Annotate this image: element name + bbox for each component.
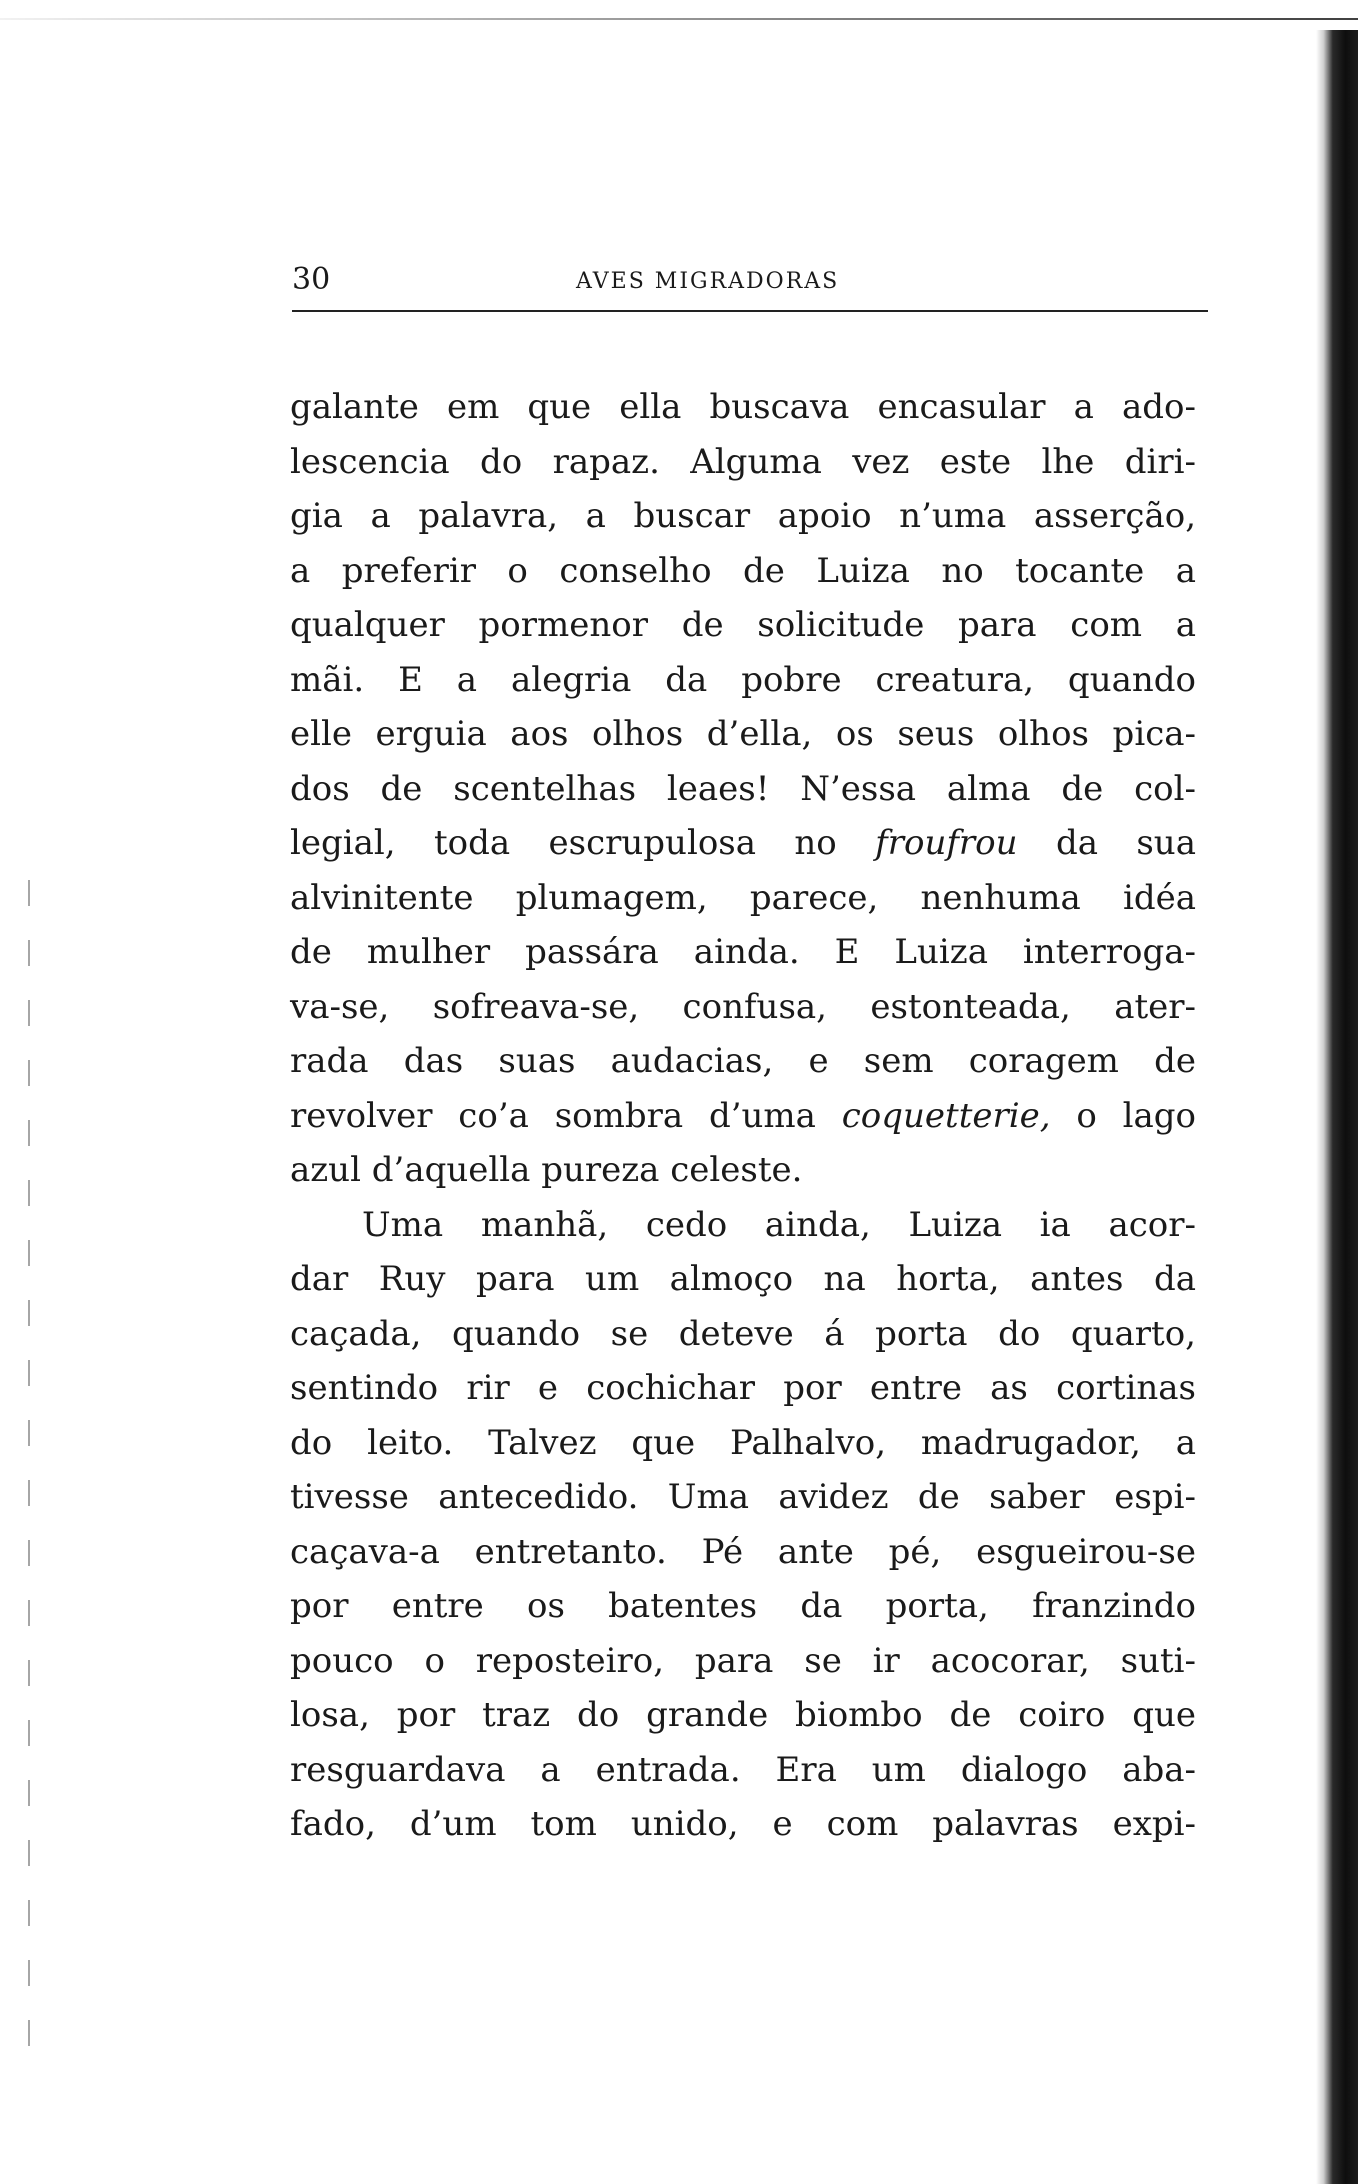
text-line: a preferir o conselho de Luiza no tocante a: [290, 550, 1196, 591]
text-line: revolver co’a sombra d’uma coquetterie, o lago: [290, 1095, 1196, 1136]
running-title: AVES MIGRADORAS: [576, 269, 840, 294]
text-line: resguardava a entrada. Era um dialogo aba-: [290, 1749, 1196, 1790]
text-line: losa, por traz do grande biombo de coiro que: [290, 1695, 1196, 1735]
italic-word: froufrou: [875, 823, 1018, 863]
book-spine-shadow: [1316, 30, 1358, 2184]
text-line: mãi. E a alegria da pobre creatura, quando: [290, 659, 1196, 700]
paragraph-2: [290, 1198, 1196, 1852]
text-line: caçava-a entretanto. Pé ante pé, esgueirou-se: [290, 1531, 1196, 1572]
italic-word: coquetterie,: [841, 1095, 1051, 1136]
text-line: por entre os batentes da porta, franzindo: [290, 1586, 1196, 1626]
text-line: de mulher passára ainda. E Luiza interroga-: [290, 932, 1196, 972]
text-line: va-se, sofreava-se, confusa, estonteada, ater-: [290, 986, 1196, 1027]
page-number: 30: [292, 262, 331, 297]
text-line: rada das suas audacias, e sem coragem de: [290, 1041, 1196, 1081]
scan-margin-marks: [28, 880, 30, 2080]
text-line: caçada, quando se deteve á porta do quarto,: [290, 1313, 1196, 1354]
text-line: dar Ruy para um almoço na horta, antes da: [290, 1259, 1196, 1299]
text-line: dos de scentelhas leaes! N’essa alma de col-: [290, 768, 1196, 809]
text-line: pouco o reposteiro, para se ir acocorar, suti-: [290, 1640, 1196, 1681]
body-text: [290, 380, 1196, 1852]
text-line: qualquer pormenor de solicitude para com a: [290, 605, 1196, 645]
text-line: Uma manhã, cedo ainda, Luiza ia acor-: [362, 1204, 1196, 1245]
text-line: gia a palavra, a buscar apoio n’uma asserção,: [290, 496, 1196, 536]
text-line: fado, d’um tom unido, e com palavras expi-: [290, 1804, 1196, 1844]
text-line: tivesse antecedido. Uma avidez de saber espi-: [290, 1477, 1196, 1517]
text-line: elle erguia aos olhos d’ella, os seus olhos pica-: [290, 714, 1196, 754]
scan-edge-line: [0, 18, 1358, 20]
text-line: alvinitente plumagem, parece, nenhuma idéa: [290, 877, 1196, 918]
page-header: [292, 258, 1208, 312]
text-line: sentindo rir e cochichar por entre as cortinas: [290, 1368, 1196, 1408]
text-line: azul d’aquella pureza celeste.: [290, 1150, 803, 1190]
text-line: do leito. Talvez que Palhalvo, madrugador, a: [290, 1422, 1196, 1463]
text-line: lescencia do rapaz. Alguma vez este lhe diri-: [290, 441, 1196, 482]
text-line: legial, toda escrupulosa no froufrou da sua: [290, 823, 1196, 863]
text-line: galante em que ella buscava encasular a ado-: [290, 387, 1196, 427]
paragraph-1: [290, 380, 1196, 1198]
